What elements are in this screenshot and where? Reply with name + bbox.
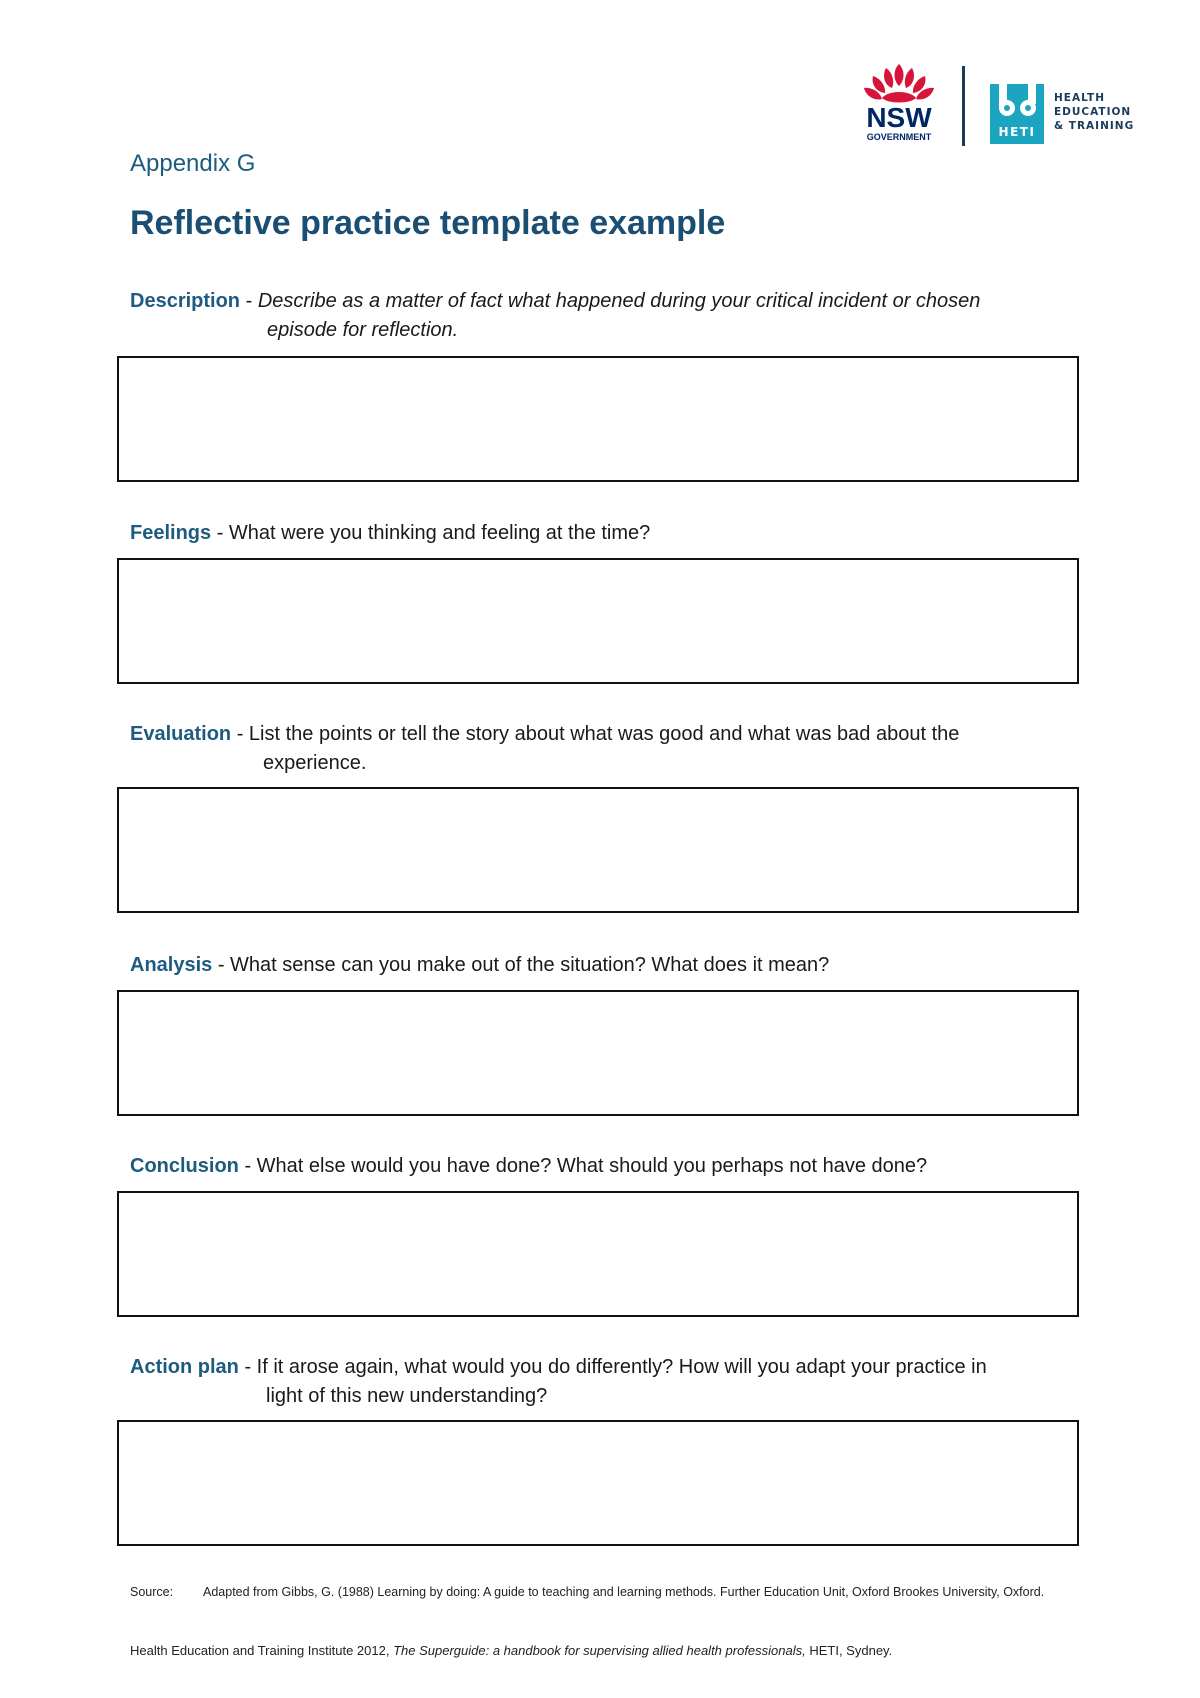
section-prompt-analysis [130, 951, 829, 980]
section-question-cont: experience. [263, 752, 367, 774]
description-response-box[interactable] [117, 356, 1079, 482]
waratah-icon [864, 64, 934, 103]
section-question-cont: light of this new understanding? [266, 1385, 548, 1407]
section-question: What were you thinking and feeling at the time? [228, 522, 651, 544]
source-note [130, 1585, 1044, 1599]
heti-line: EDUCATION [1054, 106, 1132, 118]
heti-wordmark [1054, 91, 1134, 133]
section-prompt-feelings [130, 519, 650, 548]
page-title: Reflective practice template example [130, 204, 726, 242]
section-question: What else would you have done? What should you perhaps not have done? [256, 1155, 928, 1177]
conclusion-response-box[interactable] [117, 1191, 1079, 1317]
section-label: Conclusion [130, 1155, 239, 1177]
section-question: What sense can you make out of the situation? What does it mean? [230, 954, 830, 976]
logo-divider [962, 66, 965, 146]
heti-line: & TRAINING [1054, 120, 1135, 132]
heti-badge-text: HETI [998, 125, 1036, 139]
section-separator: - [231, 723, 249, 745]
section-question: If it arose again, what would you do differently? How will you adapt your practice in [256, 1356, 987, 1378]
citation-suffix: HETI, Sydney. [805, 1643, 893, 1658]
heti-logo-mark [990, 84, 1044, 144]
section-prompt-description [130, 287, 980, 345]
section-separator: - [238, 1155, 257, 1177]
section-question: Describe as a matter of fact what happened during your critical incident or chosen [257, 290, 981, 312]
section-separator: - [212, 954, 231, 976]
section-prompt-action-plan [130, 1353, 987, 1411]
source-text: Adapted from Gibbs, G. (1988) Learning by doing: A guide to teaching and learning methods. Further Education Unit, Oxford Brookes University, Oxford. [203, 1585, 1045, 1599]
source-tag: Source: [130, 1585, 174, 1599]
section-separator: - [211, 522, 229, 544]
section-label: Feelings [130, 522, 212, 544]
section-label: Analysis [130, 954, 213, 976]
section-label: Evaluation [130, 723, 232, 745]
section-label: Action plan [130, 1356, 239, 1378]
citation-title: The Superguide: a handbook for supervising allied health professionals, [393, 1643, 806, 1658]
section-question: List the points or tell the story about what was good and what was bad about the [248, 723, 960, 745]
heti-line: HEALTH [1054, 92, 1105, 104]
nsw-wordmark: NSW [866, 102, 932, 133]
section-question-cont: episode for reflection. [267, 319, 459, 341]
section-prompt-conclusion [130, 1152, 927, 1181]
government-wordmark: GOVERNMENT [866, 132, 932, 142]
appendix-label: Appendix G [130, 150, 256, 177]
header-logos [858, 60, 1138, 150]
section-separator: - [238, 1356, 257, 1378]
nsw-government-logo [858, 60, 940, 148]
section-separator: - [240, 290, 258, 312]
evaluation-response-box[interactable] [117, 787, 1079, 913]
section-prompt-evaluation [130, 720, 959, 778]
feelings-response-box[interactable] [117, 558, 1079, 684]
section-label: Description [130, 290, 241, 312]
analysis-response-box[interactable] [117, 990, 1079, 1116]
action-plan-response-box[interactable] [117, 1420, 1079, 1546]
citation-prefix: Health Education and Training Institute 2012, [130, 1643, 394, 1658]
citation [130, 1643, 892, 1658]
